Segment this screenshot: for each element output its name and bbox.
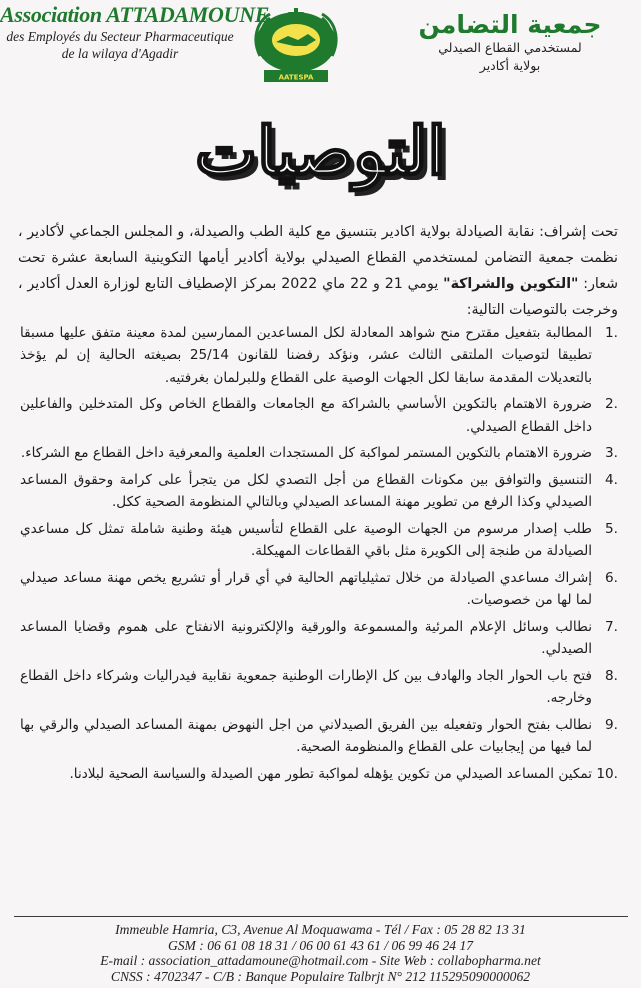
item-number: 9. xyxy=(605,717,618,733)
list-item xyxy=(20,763,618,785)
item-text: المطالبة بتفعيل مقترح منح شواهد المعادلة لكل المساعدين الممارسين لمدة معينة متفق عليها مسبقا تطبيقا لتوصيات الملتقى الثالث عشر، ونؤكد رفضنا للقانون 25/14 بصيغته الحالية إن لم يؤخذ بالتعديلات المقدمة سابقا لكل الجهات الوصية على القطاع وللبرلمان بغرفتيه. xyxy=(20,325,593,386)
intro-slogan: "التكوين والشراكة" xyxy=(443,276,579,293)
recommendations-list xyxy=(20,322,618,790)
list-item xyxy=(20,442,618,464)
org-name-arabic: جمعية التضامن xyxy=(418,10,602,39)
title-container xyxy=(0,112,641,190)
list-item xyxy=(20,393,618,438)
footer-divider xyxy=(14,916,628,917)
item-text: تمكين المساعد الصيدلي من تكوين يؤهله لمواكبة تطور مهن الصيدلة والسياسة الصحية لبلادنا. xyxy=(69,766,592,782)
item-text: إشراك مساعدي الصيادلة من خلال تمثيلياتهم الحالية في أي قرار أو تشريع يخص مهنة مساعد صيدلي لما لها من خصوصيات. xyxy=(20,570,592,609)
org-subtitle-arabic-2: بولاية أكادير xyxy=(479,58,541,73)
logo-acronym: AATESPA xyxy=(278,73,314,82)
list-item xyxy=(20,322,618,389)
footer-bank: CNSS : 4702347 - C/B : Banque Populaire Talbrjt N° 212 115295090000062 xyxy=(110,968,531,984)
item-text: ضرورة الاهتمام بالتكوين المستمر لمواكبة كل المستجدات العلمية والمعرفية داخل القطاع مع الشركاء. xyxy=(20,445,592,462)
item-number: 1. xyxy=(605,325,618,341)
list-item xyxy=(20,567,618,612)
footer-contact: E-mail : association_attadamoune@hotmail.com - Site Web : collabopharma.net xyxy=(100,953,541,968)
org-subtitle-french-2: de la wilaya d'Agadir xyxy=(61,46,179,61)
footer-gsm: GSM : 06 61 08 18 31 / 06 00 61 43 61 / 06 99 46 24 17 xyxy=(167,937,474,953)
list-item xyxy=(20,665,618,710)
item-number: 10. xyxy=(596,766,618,782)
letterhead-french xyxy=(0,2,270,62)
item-text: طلب إصدار مرسوم من الجهات الوصية على القطاع لتأسيس هيئة وطنية شاملة تمثل كل مساعدي الصيادلة من طنجة إلى الكويرة مثل باقي القطاعات المهيكلة. xyxy=(20,521,592,560)
list-item xyxy=(20,616,618,661)
list-item xyxy=(20,469,618,514)
item-text: ضرورة الاهتمام بالتكوين الأساسي بالشراكة مع الجامعات والقطاع الخاص وكل المتدخلين والفاعلين داخل القطاع الصيدلي. xyxy=(20,396,592,435)
association-logo xyxy=(248,6,344,84)
footer xyxy=(0,922,641,984)
item-number: 3. xyxy=(605,445,618,462)
footer-address: Immeuble Hamria, C3, Avenue Al Moquawama - Tél / Fax : 05 28 82 13 31 xyxy=(115,922,526,937)
item-number: 4. xyxy=(605,472,618,488)
item-text: فتح باب الحوار الجاد والهادف بين كل الإطارات الوطنية جمعوية نقابية فيدراليات وشركاء داخل القطاع وخارجه. xyxy=(20,668,592,707)
org-subtitle-french-1: des Employés du Secteur Pharmaceutique xyxy=(6,29,234,44)
item-number: 7. xyxy=(605,619,618,635)
item-number: 8. xyxy=(605,668,618,684)
item-number: 5. xyxy=(605,521,618,537)
item-number: 2. xyxy=(605,396,618,413)
list-item xyxy=(20,714,618,759)
intro-text-1: تحت إشراف: نقابة الصيادلة بولاية اكادير بتنسيق مع كلية الطب والصيدلة، و المجلس الجماعي لأكادير ، نظمت جمعية التضامن لمستخدمي القطاع الصيدلي بولاية أكادير أيامها التكوينية السابعة عشرة تحت شعار: xyxy=(18,224,618,293)
item-text: نطالب وسائل الإعلام المرئية والمسموعة والورقية والإلكترونية الانفتاح على هموم وقضايا المساعد الصيدلي. xyxy=(20,619,592,658)
intro-paragraph xyxy=(18,219,618,323)
item-text: التنسيق والتوافق بين مكونات القطاع من أجل التصدي لكل من يتجرأ على كرامة وحقوق المساعد الصيدلي وكذا الرفع من تطوير مهنة المساعد الصيدلي وبالتالي المنظومة الصحية ككل. xyxy=(20,472,592,511)
letterhead xyxy=(0,0,641,92)
list-item xyxy=(20,518,618,563)
org-name-french: Association ATTADAMOUNE xyxy=(0,2,270,27)
letterhead-arabic xyxy=(385,10,635,75)
intro-text-2: يومي 21 و 22 ماي 2022 بمركز الإصطياف التابع لوزارة العدل أكادير ، وخرجت بالتوصيات التالية: xyxy=(18,276,618,319)
item-number: 6. xyxy=(605,570,618,586)
org-subtitle-arabic-1: لمستخدمي القطاع الصيدلي xyxy=(438,40,582,55)
page-title: التوصيات xyxy=(195,112,446,190)
item-text: نطالب بفتح الحوار وتفعيله بين الفريق الصيدلاني من اجل النهوض بمهنة المساعد الصيدلي والرقي بها لما فيها من إيجابيات على القطاع والمنظومة الصحية. xyxy=(20,717,592,756)
